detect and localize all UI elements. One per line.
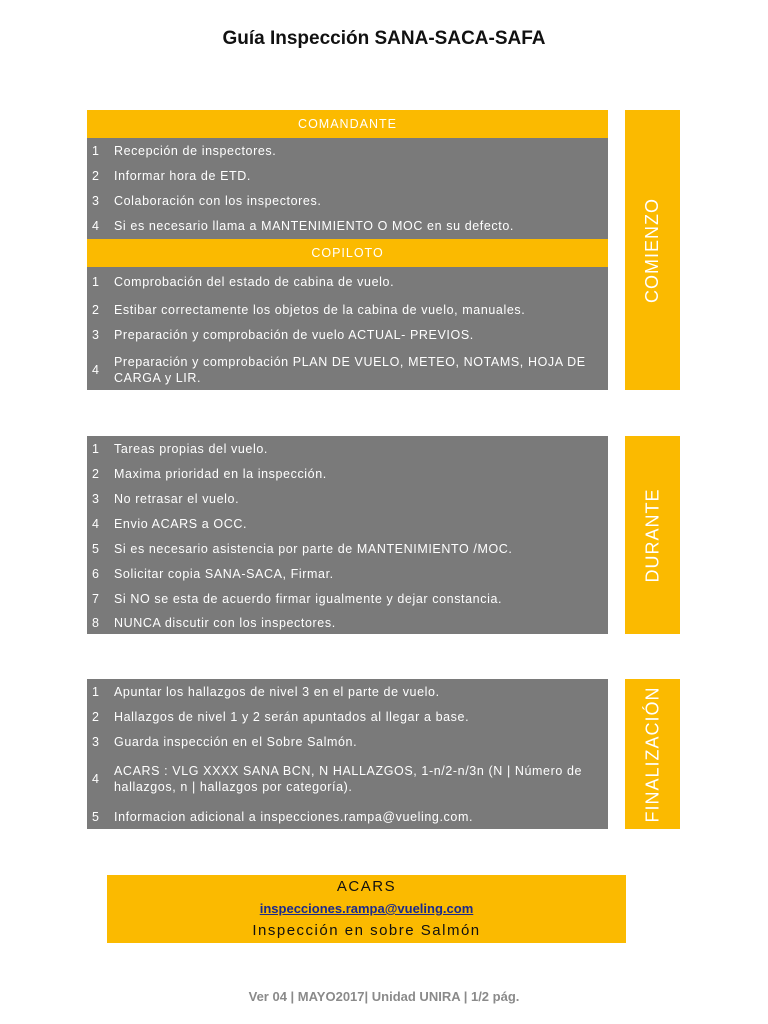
durante-side-label: DURANTE (625, 436, 680, 634)
item-text: Colaboración con los inspectores. (114, 193, 322, 208)
acars-instruction: Inspección en sobre Salmón (252, 922, 481, 939)
list-item (87, 163, 608, 188)
list-item (87, 347, 608, 393)
item-text: Apuntar los hallazgos de nivel 3 en el parte de vuelo. (114, 684, 440, 699)
item-number: 8 (92, 615, 100, 630)
item-text: Si es necesario llama a MANTENIMIENTO O MOC en su defecto. (114, 218, 514, 233)
item-number: 2 (92, 168, 100, 183)
finalizacion-table (87, 679, 608, 829)
list-item (87, 138, 608, 163)
list-item (87, 436, 608, 461)
list-item (87, 486, 608, 511)
item-number: 3 (92, 734, 100, 749)
item-number: 1 (92, 684, 100, 699)
item-text: Solicitar copia SANA-SACA, Firmar. (114, 566, 334, 581)
item-text: Estibar correctamente los objetos de la cabina de vuelo, manuales. (114, 302, 526, 317)
item-text: Maxima prioridad en la inspección. (114, 466, 327, 481)
comandante-header: COMANDANTE (87, 110, 608, 138)
item-number: 6 (92, 566, 100, 581)
item-number: 4 (92, 363, 100, 377)
item-text: Informacion adicional a inspecciones.rampa@vueling.com. (114, 809, 474, 824)
item-text: Tareas propias del vuelo. (114, 441, 268, 456)
item-text: NUNCA discutir con los inspectores. (114, 615, 336, 630)
item-text: Si es necesario asistencia por parte de MANTENIMIENTO /MOC. (114, 541, 513, 556)
item-number: 5 (92, 809, 100, 824)
finalizacion-side-label: FINALIZACIÓN (625, 679, 680, 829)
comienzo-table (87, 110, 608, 390)
item-number: 7 (92, 591, 100, 606)
list-item (87, 804, 608, 829)
list-item (87, 213, 608, 238)
list-item (87, 461, 608, 486)
item-number: 4 (92, 218, 100, 233)
item-text: Informar hora de ETD. (114, 168, 251, 183)
list-item (87, 586, 608, 611)
item-text: Guarda inspección en el Sobre Salmón. (114, 734, 358, 749)
item-text: Comprobación del estado de cabina de vuelo. (114, 275, 395, 289)
page-footer: Ver 04 | MAYO2017| Unidad UNIRA | 1/2 pág. (248, 989, 520, 1004)
copiloto-header: COPILOTO (87, 239, 608, 267)
page-title: Guía Inspección SANA-SACA-SAFA (222, 28, 546, 49)
item-number: 2 (92, 709, 100, 724)
item-text: Si NO se esta de acuerdo firmar igualmente y dejar constancia. (114, 591, 503, 606)
list-item (87, 511, 608, 536)
item-number: 2 (92, 466, 100, 481)
item-text: No retrasar el vuelo. (114, 491, 240, 506)
acars-box (107, 875, 626, 943)
item-text: Recepción de inspectores. (114, 143, 277, 158)
list-item (87, 729, 608, 754)
list-item (87, 754, 608, 804)
list-item (87, 267, 608, 297)
item-number: 1 (92, 441, 100, 456)
item-number: 4 (92, 772, 100, 786)
acars-title: ACARS (336, 878, 397, 895)
list-item (87, 536, 608, 561)
list-item (87, 297, 608, 322)
item-number: 4 (92, 516, 100, 531)
list-item (87, 704, 608, 729)
list-item (87, 561, 608, 586)
list-item (87, 322, 608, 347)
item-number: 2 (92, 302, 100, 317)
durante-table (87, 436, 608, 634)
comienzo-side-label: COMIENZO (625, 110, 680, 390)
list-item (87, 188, 608, 213)
item-number: 5 (92, 541, 100, 556)
item-text: ACARS : VLG XXXX SANA BCN, N HALLAZGOS, 1-n/2-n/3n (N | Número de hallazgos, n | hallazgos por categoría). (114, 764, 583, 794)
item-number: 3 (92, 193, 100, 208)
item-number: 1 (92, 143, 100, 158)
item-number: 3 (92, 491, 100, 506)
list-item (87, 611, 608, 634)
item-number: 3 (92, 327, 100, 342)
item-text: Preparación y comprobación de vuelo ACTUAL- PREVIOS. (114, 327, 474, 342)
item-number: 1 (92, 275, 100, 289)
item-text: Hallazgos de nivel 1 y 2 serán apuntados al llegar a base. (114, 709, 470, 724)
item-text: Preparación y comprobación PLAN DE VUELO, METEO, NOTAMS, HOJA DE CARGA y LIR. (114, 355, 586, 385)
list-item (87, 679, 608, 704)
email-link[interactable]: inspecciones.rampa@vueling.com (259, 901, 474, 916)
item-text: Envio ACARS a OCC. (114, 516, 248, 531)
